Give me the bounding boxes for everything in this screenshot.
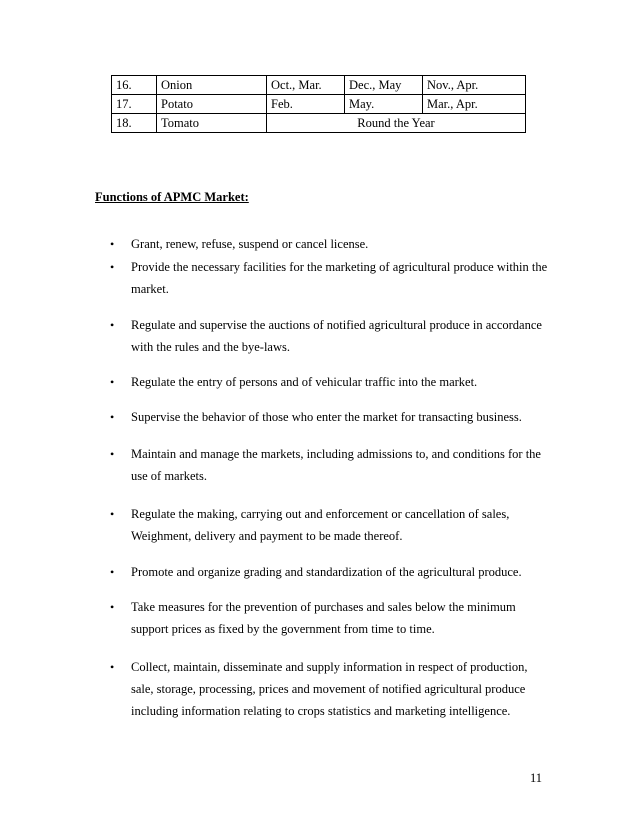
bullet-icon: • bbox=[110, 260, 115, 274]
table-cell: Dec., May bbox=[345, 76, 423, 95]
crop-name: Potato bbox=[157, 95, 267, 114]
list-item-text: Supervise the behavior of those who enter the market for transacting business. bbox=[131, 410, 522, 424]
list-item-text: Grant, renew, refuse, suspend or cancel license. bbox=[131, 237, 369, 251]
table-cell: Feb. bbox=[267, 95, 345, 114]
bullet-icon: • bbox=[110, 237, 115, 251]
list-item bbox=[110, 656, 550, 722]
table-cell: Oct., Mar. bbox=[267, 76, 345, 95]
crop-name: Onion bbox=[157, 76, 267, 95]
list-item bbox=[110, 233, 550, 255]
list-item bbox=[110, 371, 550, 393]
crop-name: Tomato bbox=[157, 114, 267, 133]
bullet-icon: • bbox=[110, 600, 115, 614]
list-item bbox=[110, 406, 550, 428]
bullet-icon: • bbox=[110, 447, 115, 461]
table-row bbox=[112, 76, 526, 95]
table-cell: Mar., Apr. bbox=[423, 95, 526, 114]
bullet-icon: • bbox=[110, 565, 115, 579]
bullet-icon: • bbox=[110, 507, 115, 521]
list-item-text: Regulate and supervise the auctions of notified agricultural produce in accordance with the rules and the bye-laws. bbox=[131, 318, 542, 354]
row-number: 16. bbox=[112, 76, 157, 95]
list-item-text: Promote and organize grading and standardization of the agricultural produce. bbox=[131, 565, 522, 579]
list-item-text: Maintain and manage the markets, including admissions to, and conditions for the use of markets. bbox=[131, 447, 541, 483]
list-item bbox=[110, 596, 550, 640]
bullet-icon: • bbox=[110, 410, 115, 424]
list-item bbox=[110, 443, 550, 487]
list-item-text: Regulate the making, carrying out and enforcement or cancellation of sales, Weighment, delivery and payment to be made thereof. bbox=[131, 507, 510, 543]
list-item bbox=[110, 256, 550, 300]
bullet-icon: • bbox=[110, 660, 115, 674]
list-item bbox=[110, 561, 550, 583]
table-row bbox=[112, 95, 526, 114]
page-number: 11 bbox=[530, 771, 543, 785]
row-number: 18. bbox=[112, 114, 157, 133]
list-item-text: Take measures for the prevention of purchases and sales below the minimum support prices as fixed by the government from time to time. bbox=[131, 600, 516, 636]
bullet-icon: • bbox=[110, 375, 115, 389]
merged-season-cell: Round the Year bbox=[267, 114, 526, 133]
table-cell: Nov., Apr. bbox=[423, 76, 526, 95]
list-item-text: Regulate the entry of persons and of vehicular traffic into the market. bbox=[131, 375, 478, 389]
row-number: 17. bbox=[112, 95, 157, 114]
list-item bbox=[110, 314, 550, 358]
table-row bbox=[112, 114, 526, 133]
section-heading: Functions of APMC Market: bbox=[95, 190, 249, 204]
list-item-text: Provide the necessary facilities for the marketing of agricultural produce within the market. bbox=[131, 260, 548, 296]
list-item-text: Collect, maintain, disseminate and supply information in respect of production, sale, storage, processing, prices and movement of notified agricultural produce including information relating to crops statistics and marketing intelligence. bbox=[131, 660, 528, 718]
bullet-icon: • bbox=[110, 318, 115, 332]
crop-season-table bbox=[111, 75, 526, 133]
table-cell: May. bbox=[345, 95, 423, 114]
list-item bbox=[110, 503, 550, 547]
